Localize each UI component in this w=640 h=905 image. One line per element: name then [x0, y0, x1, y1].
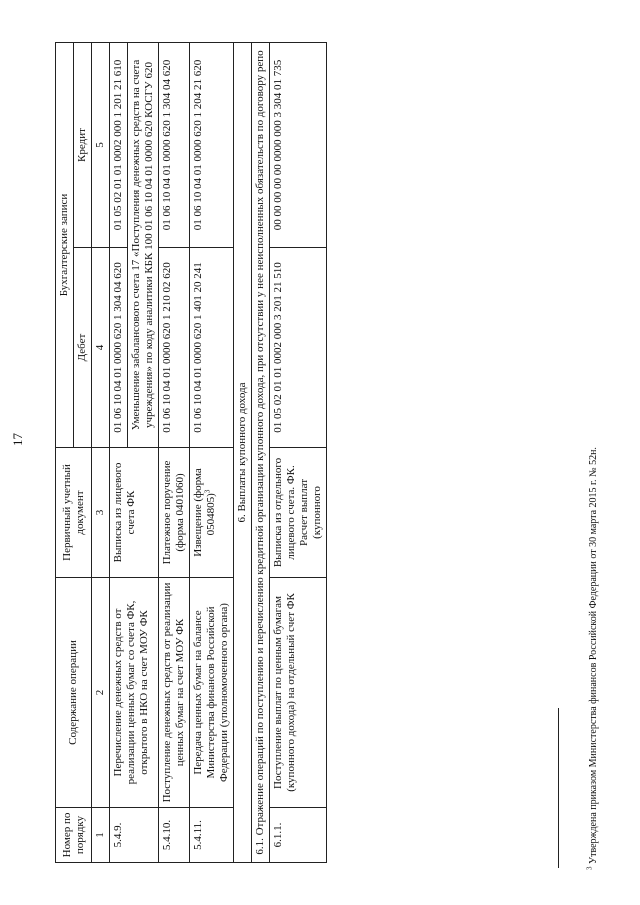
header-credit: Кредит: [74, 43, 92, 248]
header-row-1: [56, 43, 74, 863]
col-number: 5: [92, 43, 110, 248]
table-row: [110, 43, 128, 863]
footnote-text: Утверждена приказом Министерства финансов Российской Федерации от 30 марта 2015 г. № 52н.: [588, 447, 599, 864]
col-number: 4: [92, 248, 110, 448]
rotated-table-container: [55, 43, 585, 863]
operation-content: Поступление денежных средств от реализации ценных бумаг на счет МОУ ФК: [159, 578, 190, 808]
operation-content: Передача ценных бумаг на балансе Министерства финансов Российской Федерации (уполномоченного органа): [190, 578, 234, 808]
header-num: Номер по порядку: [56, 808, 92, 863]
operation-content: Перечисление денежных средств от реализации ценных бумаг со счета ФК, открытого в НКО на счет МОУ ФК: [110, 578, 159, 808]
debit-account: 01 06 10 04 01 0000 620 1 304 04 620: [110, 248, 128, 448]
credit-account: 01 05 02 01 01 0002 000 1 201 21 610: [110, 43, 128, 248]
col-number: 2: [92, 578, 110, 808]
row-number: 6.1.1.: [270, 808, 327, 863]
subsection-heading: 6.1. Отражение операций по поступлению и перечислению кредитной организации купонного дохода, при отсутствии у нее неисполненных обязательств по договору репо: [252, 43, 270, 863]
section-heading: 6. Выплаты купонного дохода: [234, 43, 252, 863]
footnote: [585, 447, 599, 870]
credit-account: 01 06 10 04 01 0000 620 1 204 21 620: [190, 43, 234, 248]
header-debit: Дебет: [74, 248, 92, 448]
off-balance-note: Уменьшение забалансового счета 17 «Поступления денежных средств на счета учреждения» по коду аналитики КБК 100 01 06 10 04 01 0000 620 КОСГУ 620: [128, 43, 159, 448]
header-content: Содержание операции: [56, 578, 92, 808]
header-entries: Бухгалтерские записи: [56, 43, 74, 448]
primary-document: Платежное поручение (форма 0401060): [159, 448, 190, 578]
primary-document: [190, 448, 234, 578]
subsection-row: [252, 43, 270, 863]
debit-account: 01 05 02 01 01 0002 000 3 201 21 510: [270, 248, 327, 448]
operation-content: Поступление выплат по ценным бумагам (купонного дохода) на отдельный счет ФК: [270, 578, 327, 808]
debit-account: 01 06 10 04 01 0000 620 1 210 02 620: [159, 248, 190, 448]
page-number: 17: [10, 433, 25, 446]
credit-account: 00 00 00 00 00 0000 000 3 304 01 735: [270, 43, 327, 248]
col-number: 3: [92, 448, 110, 578]
footnote-mark: 3: [585, 866, 594, 870]
col-number: 1: [92, 808, 110, 863]
section-row: [234, 43, 252, 863]
primary-document: Выписка из отдельного лицевого счета. ФК. Расчет выплат (купонного: [270, 448, 327, 578]
row-number: 5.4.11.: [190, 808, 234, 863]
table-row: [159, 43, 190, 863]
header-doc: Первичный учетный документ: [56, 448, 92, 578]
primary-document: Выписка из лицевого счета ФК: [110, 448, 159, 578]
table-row: [190, 43, 234, 863]
primary-document-text: Извещение (форма 0504805): [192, 468, 217, 557]
footnote-reference: 3: [203, 489, 212, 494]
footnote-divider: [558, 708, 559, 868]
row-number: 5.4.9.: [110, 808, 159, 863]
accounting-table: [55, 42, 327, 863]
column-number-row: [92, 43, 110, 863]
table-row: [270, 43, 327, 863]
debit-account: 01 06 10 04 01 0000 620 1 401 20 241: [190, 248, 234, 448]
row-number: 5.4.10.: [159, 808, 190, 863]
credit-account: 01 06 10 04 01 0000 620 1 304 04 620: [159, 43, 190, 248]
